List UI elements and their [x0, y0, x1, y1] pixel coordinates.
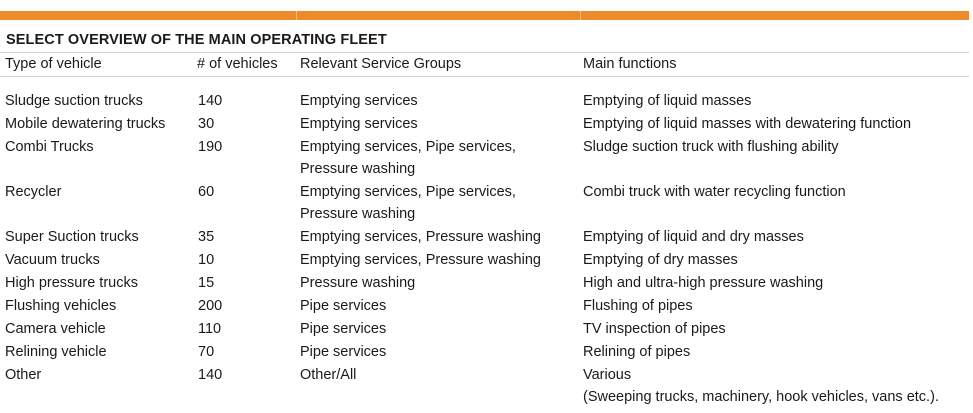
vehicle-count-cell: 110 [198, 321, 222, 337]
table-row [0, 113, 969, 136]
table-row [0, 181, 969, 226]
vehicle-type-cell: High pressure trucks [5, 275, 138, 291]
table-row [0, 295, 969, 318]
service-groups-cell: Pipe services [300, 298, 387, 314]
vehicle-type-cell: Flushing vehicles [5, 298, 117, 314]
vehicle-count-cell: 15 [198, 275, 215, 291]
header-service-groups: Relevant Service Groups [300, 56, 462, 72]
main-functions-cell: TV inspection of pipes [583, 321, 726, 337]
vehicle-type-cell: Sludge suction trucks [5, 93, 143, 109]
service-groups-cell: Emptying services, Pipe services, [300, 139, 516, 155]
service-groups-cell: Pipe services [300, 321, 387, 337]
table-row [0, 318, 969, 341]
vehicle-count-cell: 200 [198, 298, 223, 314]
table-row [0, 249, 969, 272]
main-functions-cell: Relining of pipes [583, 344, 691, 360]
vehicle-count-cell: 35 [198, 229, 215, 245]
table-row [0, 364, 969, 409]
table-header-row [0, 52, 969, 77]
main-functions-cell: Sludge suction truck with flushing ability [583, 139, 839, 155]
table-row [0, 226, 969, 249]
vehicle-type-cell: Other [5, 367, 42, 383]
table-row [0, 272, 969, 295]
service-groups-cell: Emptying services, Pressure washing [300, 229, 541, 245]
vehicle-type-cell: Camera vehicle [5, 321, 106, 337]
vehicle-type-cell: Recycler [5, 184, 62, 200]
main-functions-cell: Various [583, 367, 632, 383]
vehicle-count-cell: 30 [198, 116, 215, 132]
service-groups-cell: Emptying services, Pressure washing [300, 252, 541, 268]
vehicle-type-cell: Super Suction trucks [5, 229, 139, 245]
service-groups-cell-line2: Pressure washing [300, 161, 416, 177]
main-functions-cell: Combi truck with water recycling function [583, 184, 846, 200]
table-body [0, 90, 969, 409]
vehicle-count-cell: 190 [198, 139, 223, 155]
orange-header-bar [0, 11, 969, 20]
header-bar-divider [580, 11, 581, 20]
main-functions-cell: High and ultra-high pressure washing [583, 275, 824, 291]
header-type-of-vehicle: Type of vehicle [5, 56, 102, 72]
vehicle-type-cell: Vacuum trucks [5, 252, 100, 268]
header-bar-divider [296, 11, 297, 20]
vehicle-count-cell: 60 [198, 184, 215, 200]
main-functions-cell-line2: (Sweeping trucks, machinery, hook vehicles, vans etc.). [583, 389, 939, 405]
table-row [0, 341, 969, 364]
table-row [0, 136, 969, 181]
header-main-functions: Main functions [583, 56, 677, 72]
vehicle-count-cell: 70 [198, 344, 215, 360]
main-functions-cell: Emptying of liquid and dry masses [583, 229, 804, 245]
vehicle-type-cell: Mobile dewatering trucks [5, 116, 166, 132]
main-functions-cell: Flushing of pipes [583, 298, 693, 314]
service-groups-cell: Other/All [300, 367, 357, 383]
vehicle-count-cell: 10 [198, 252, 215, 268]
service-groups-cell: Emptying services [300, 116, 418, 132]
header-number-of-vehicles: # of vehicles [197, 56, 278, 72]
vehicle-count-cell: 140 [198, 367, 223, 383]
service-groups-cell: Pipe services [300, 344, 387, 360]
main-functions-cell: Emptying of liquid masses [583, 93, 752, 109]
service-groups-cell: Emptying services, Pipe services, [300, 184, 516, 200]
service-groups-cell-line2: Pressure washing [300, 206, 416, 222]
table-row [0, 90, 969, 113]
main-functions-cell: Emptying of dry masses [583, 252, 738, 268]
vehicle-count-cell: 140 [198, 93, 223, 109]
table-title: SELECT OVERVIEW OF THE MAIN OPERATING FLEET [6, 32, 387, 48]
service-groups-cell: Pressure washing [300, 275, 416, 291]
service-groups-cell: Emptying services [300, 93, 418, 109]
vehicle-type-cell: Combi Trucks [5, 139, 94, 155]
main-functions-cell: Emptying of liquid masses with dewatering function [583, 116, 912, 132]
vehicle-type-cell: Relining vehicle [5, 344, 107, 360]
